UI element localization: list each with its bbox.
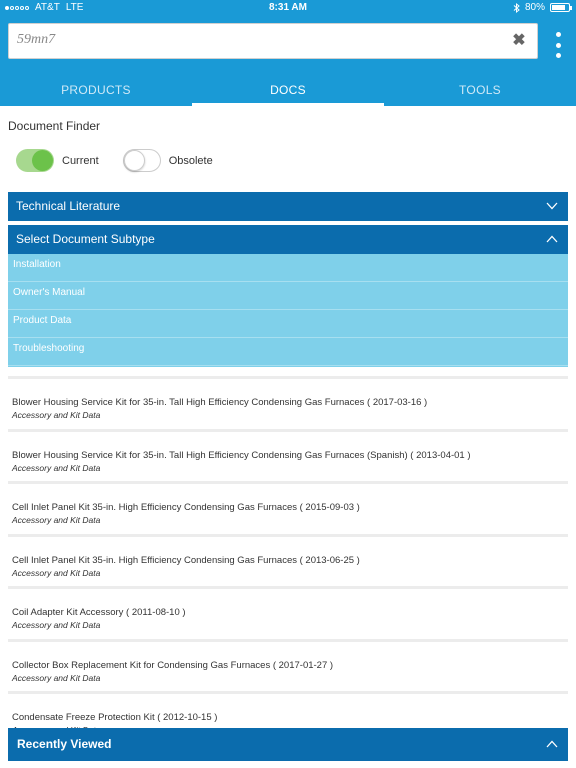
document-title: Coil Adapter Kit Accessory ( 2011-08-10 ) <box>12 607 186 618</box>
subtype-item-troubleshooting[interactable]: Troubleshooting <box>8 338 568 366</box>
search-input[interactable] <box>17 32 497 48</box>
battery-icon <box>550 3 570 12</box>
document-title: Condensate Freeze Protection Kit ( 2012-10-15 ) <box>12 712 218 723</box>
list-item[interactable] <box>8 429 568 482</box>
tab-bar <box>0 76 576 106</box>
chevron-up-icon <box>546 235 558 243</box>
subtype-item-product-data[interactable]: Product Data <box>8 310 568 338</box>
document-title: Cell Inlet Panel Kit 35-in. High Efficiency Condensing Gas Furnaces ( 2015-09-03 ) <box>12 502 360 513</box>
subtype-list <box>8 254 568 367</box>
chevron-up-icon <box>546 740 558 748</box>
document-type: Accessory and Kit Data <box>12 410 101 420</box>
tab-tools[interactable]: TOOLS <box>459 83 501 97</box>
chevron-down-icon <box>546 202 558 210</box>
status-bar <box>0 0 576 16</box>
document-subtype-label: Select Document Subtype <box>16 232 155 246</box>
document-type: Accessory and Kit Data <box>12 567 101 578</box>
battery-level <box>552 5 565 10</box>
tab-docs[interactable]: DOCS <box>192 76 384 106</box>
list-item[interactable] <box>8 639 568 692</box>
subtype-item-installation[interactable]: Installation <box>8 254 568 282</box>
battery-percent: 80% <box>524 2 545 13</box>
current-label: Current <box>62 154 99 167</box>
document-title: Collector Box Replacement Kit for Condensing Gas Furnaces ( 2017-01-27 ) <box>12 659 334 671</box>
search-box[interactable] <box>8 23 538 59</box>
status-time: 8:31 AM <box>269 2 307 13</box>
list-item[interactable] <box>8 586 568 639</box>
status-right <box>513 2 570 13</box>
document-type: Accessory and Kit Data <box>12 672 101 683</box>
list-item[interactable] <box>8 481 568 534</box>
carrier-name: AT&T <box>35 2 60 13</box>
status-filter-toggles <box>16 149 237 172</box>
recently-viewed-bar[interactable] <box>8 728 568 761</box>
more-options-icon[interactable] <box>554 32 562 58</box>
obsolete-label: Obsolete <box>168 154 213 167</box>
network-type: LTE <box>65 2 84 13</box>
document-type: Accessory and Kit Data <box>12 462 101 473</box>
list-item[interactable] <box>8 534 568 587</box>
subtype-item-owners-manual[interactable]: Owner's Manual <box>8 282 568 310</box>
header <box>0 16 576 76</box>
list-item[interactable] <box>8 376 568 429</box>
current-toggle[interactable] <box>16 149 54 172</box>
document-title: Cell Inlet Panel Kit 35-in. High Efficiency Condensing Gas Furnaces ( 2013-06-25 ) <box>12 554 360 566</box>
document-finder-title: Document Finder <box>8 119 101 133</box>
document-list <box>8 376 568 728</box>
tab-products[interactable]: PRODUCTS <box>61 83 131 97</box>
obsolete-toggle[interactable] <box>123 149 161 172</box>
document-title: Blower Housing Service Kit for 35-in. Tall High Efficiency Condensing Gas Furnaces (Spanish) ( 2013-04-01 ) <box>12 449 471 461</box>
recently-viewed-label: Recently Viewed <box>17 737 112 751</box>
technical-literature-dropdown[interactable] <box>8 192 568 221</box>
document-type: Accessory and Kit Data <box>12 515 101 525</box>
bluetooth-icon <box>513 3 520 13</box>
document-type: Accessory and Kit Data <box>12 620 101 630</box>
document-title: Blower Housing Service Kit for 35-in. Tall High Efficiency Condensing Gas Furnaces ( 2017-03-16 ) <box>12 397 428 408</box>
document-subtype-dropdown[interactable] <box>8 225 568 254</box>
technical-literature-label: Technical Literature <box>16 199 121 213</box>
clear-icon[interactable]: ✖ <box>512 32 526 49</box>
